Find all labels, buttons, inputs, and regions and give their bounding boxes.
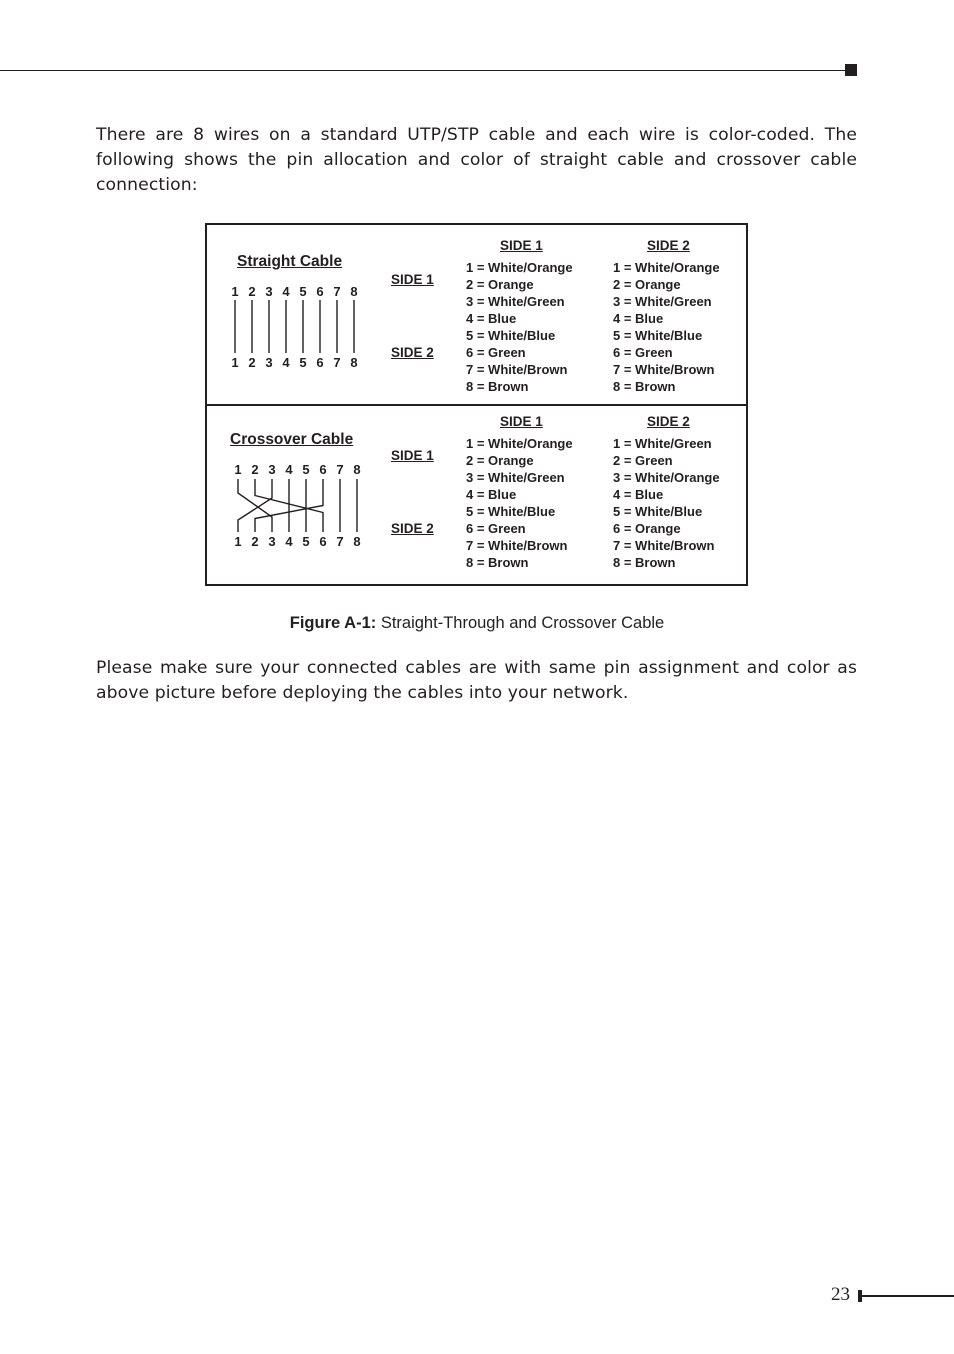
crossover-top-pin-label: 2	[251, 462, 259, 477]
pin-entry: 6 = Green	[466, 521, 526, 536]
crossover-bottom-pin-label: 4	[285, 534, 293, 549]
pin-entry: 7 = White/Brown	[466, 362, 568, 377]
caption-label: Figure A-1:	[289, 614, 377, 632]
straight-bottom-pin-label: 6	[316, 355, 324, 370]
pin-entry: 1 = White/Green	[613, 436, 712, 451]
crossover-cable-title: Crossover Cable	[230, 431, 354, 448]
pin-entry: 4 = Blue	[613, 311, 664, 326]
straight-side2-label: SIDE 2	[391, 345, 434, 360]
intro-paragraph: There are 8 wires on a standard UTP/STP cable and each wire is color-coded. The following shows the pin allocation and color of straight cable and crossover cable connection:	[96, 125, 857, 195]
crossover-col1-header: SIDE 1	[500, 414, 543, 429]
crossover-bottom-pin-label: 7	[336, 534, 344, 549]
crossover-top-pin-label: 4	[285, 462, 293, 477]
pin-entry: 4 = Blue	[466, 311, 517, 326]
pin-entry: 6 = Green	[466, 345, 526, 360]
cable-pinout-figure	[205, 223, 748, 586]
pin-entry: 5 = White/Blue	[613, 328, 703, 343]
pin-entry: 2 = Green	[613, 453, 673, 468]
pin-entry: 2 = Orange	[613, 277, 681, 292]
pin-entry: 4 = Blue	[466, 487, 517, 502]
straight-wire-diagram	[207, 225, 387, 404]
header-marker	[845, 64, 857, 76]
pin-entry: 6 = Green	[613, 345, 673, 360]
page-number: 23	[831, 1284, 850, 1305]
pin-entry: 3 = White/Green	[466, 470, 565, 485]
pin-entry: 3 = White/Green	[613, 294, 712, 309]
pin-entry: 8 = Brown	[613, 379, 676, 394]
straight-top-pin-label: 4	[282, 284, 290, 299]
crossover-bottom-pin-label: 8	[353, 534, 361, 549]
pin-entry: 7 = White/Brown	[613, 362, 715, 377]
straight-cable-panel	[207, 225, 746, 404]
pin-entry: 8 = Brown	[613, 555, 676, 570]
pin-entry: 8 = Brown	[466, 555, 529, 570]
footer-rule	[862, 1295, 954, 1297]
crossover-side2-pin-list	[613, 435, 720, 571]
crossover-top-pin-label: 1	[234, 462, 242, 477]
crossover-wire-diagram	[207, 406, 387, 584]
crossover-top-pin-label: 3	[268, 462, 276, 477]
pin-entry: 7 = White/Brown	[466, 538, 568, 553]
pin-entry: 5 = White/Blue	[466, 328, 556, 343]
crossover-cable-panel	[207, 406, 746, 584]
pin-entry: 2 = Orange	[466, 453, 534, 468]
crossover-bottom-pin-label: 2	[251, 534, 259, 549]
pin-entry: 5 = White/Blue	[613, 504, 703, 519]
crossover-col2-header: SIDE 2	[647, 414, 690, 429]
straight-top-pin-label: 8	[350, 284, 358, 299]
crossover-side1-pin-list	[466, 435, 573, 571]
pin-entry: 1 = White/Orange	[466, 260, 573, 275]
pin-entry: 2 = Orange	[466, 277, 534, 292]
crossover-bottom-pin-label: 5	[302, 534, 310, 549]
header-rule	[0, 70, 848, 71]
straight-bottom-pin-label: 3	[265, 355, 273, 370]
crossover-side2-label: SIDE 2	[391, 521, 434, 536]
pin-entry: 3 = White/Orange	[613, 470, 720, 485]
straight-bottom-pin-label: 2	[248, 355, 256, 370]
straight-col1-header: SIDE 1	[500, 238, 543, 253]
pin-entry: 7 = White/Brown	[613, 538, 715, 553]
straight-top-pin-label: 5	[299, 284, 307, 299]
straight-top-pin-label: 7	[333, 284, 341, 299]
pin-entry: 5 = White/Blue	[466, 504, 556, 519]
straight-bottom-pin-label: 5	[299, 355, 307, 370]
crossover-bottom-pin-label: 6	[319, 534, 327, 549]
straight-top-pin-label: 1	[231, 284, 239, 299]
straight-side1-label: SIDE 1	[391, 272, 434, 287]
straight-side2-pin-list	[613, 259, 720, 395]
straight-top-pin-label: 6	[316, 284, 324, 299]
pin-entry: 6 = Orange	[613, 521, 681, 536]
crossover-side1-label: SIDE 1	[391, 448, 434, 463]
crossover-bottom-pin-label: 3	[268, 534, 276, 549]
caption-text: Straight-Through and Crossover Cable	[376, 614, 665, 632]
straight-bottom-pin-label: 1	[231, 355, 239, 370]
straight-side1-pin-list	[466, 259, 573, 395]
straight-top-pin-label: 3	[265, 284, 273, 299]
straight-bottom-pin-label: 7	[333, 355, 341, 370]
crossover-top-pin-label: 7	[336, 462, 344, 477]
crossover-top-pin-label: 8	[353, 462, 361, 477]
figure-caption	[0, 614, 954, 633]
straight-col2-header: SIDE 2	[647, 238, 690, 253]
pin-entry: 1 = White/Orange	[613, 260, 720, 275]
pin-entry: 8 = Brown	[466, 379, 529, 394]
closing-paragraph: Please make sure your connected cables are with same pin assignment and color as above picture before deploying the cables into your network.	[96, 658, 857, 703]
pin-entry: 3 = White/Green	[466, 294, 565, 309]
straight-top-pin-label: 2	[248, 284, 256, 299]
straight-bottom-pin-label: 4	[282, 355, 290, 370]
straight-cable-title: Straight Cable	[237, 253, 343, 270]
pin-entry: 1 = White/Orange	[466, 436, 573, 451]
crossover-bottom-pin-label: 1	[234, 534, 242, 549]
straight-bottom-pin-label: 8	[350, 355, 358, 370]
pin-entry: 4 = Blue	[613, 487, 664, 502]
crossover-top-pin-label: 6	[319, 462, 327, 477]
crossover-top-pin-label: 5	[302, 462, 310, 477]
